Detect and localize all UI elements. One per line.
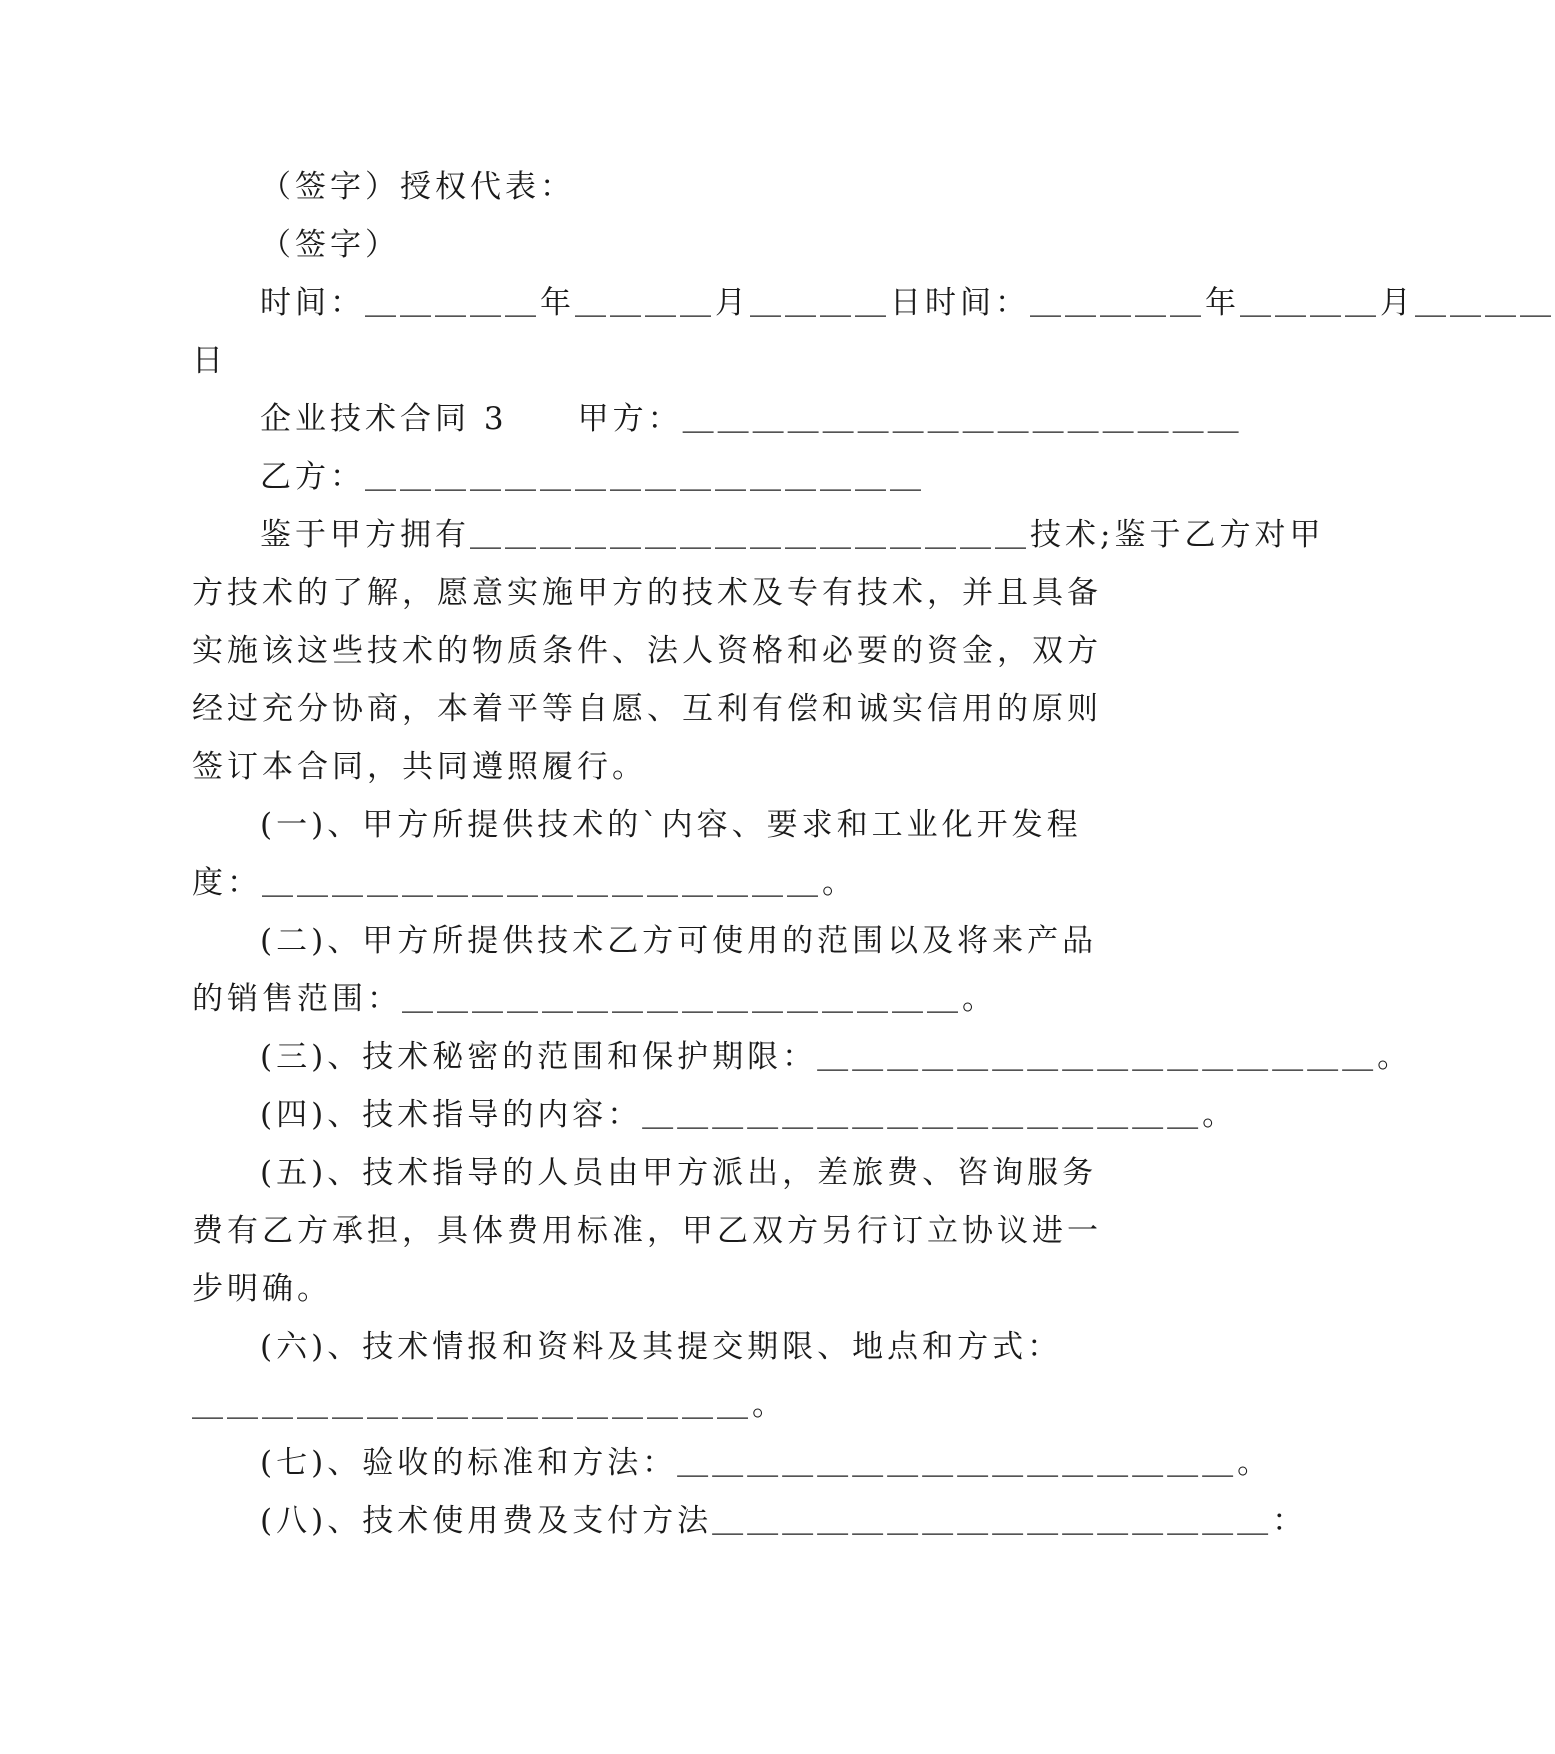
clause-5-line-3: 步明确。 xyxy=(192,1271,332,1307)
clause-4: (四)、技术指导的内容：＿＿＿＿＿＿＿＿＿＿＿＿＿＿＿＿。 xyxy=(260,1097,1238,1133)
clause-1-line-2: 度：＿＿＿＿＿＿＿＿＿＿＿＿＿＿＿＿。 xyxy=(192,865,857,901)
clause-7: (七)、验收的标准和方法：＿＿＿＿＿＿＿＿＿＿＿＿＿＿＿＿。 xyxy=(260,1445,1273,1481)
signature-line: （签字） xyxy=(260,227,400,263)
preamble-line-3: 实施该这些技术的物质条件、法人资格和必要的资金，双方 xyxy=(192,633,1102,669)
clause-5-line-2: 费有乙方承担，具体费用标准，甲乙双方另行订立协议进一 xyxy=(192,1213,1102,1249)
document-body xyxy=(192,158,1555,1550)
clause-6-line-1: (六)、技术情报和资料及其提交期限、地点和方式： xyxy=(260,1329,1063,1365)
preamble-line-2: 方技术的了解，愿意实施甲方的技术及专有技术，并且具备 xyxy=(192,575,1102,611)
party-b-line: 乙方：＿＿＿＿＿＿＿＿＿＿＿＿＿＿＿＿ xyxy=(260,459,925,495)
clause-8: (八)、技术使用费及支付方法＿＿＿＿＿＿＿＿＿＿＿＿＿＿＿＿： xyxy=(260,1503,1308,1539)
clause-3: (三)、技术秘密的范围和保护期限：＿＿＿＿＿＿＿＿＿＿＿＿＿＿＿＿。 xyxy=(260,1039,1413,1075)
clause-2-line-2: 的销售范围：＿＿＿＿＿＿＿＿＿＿＿＿＿＿＿＿。 xyxy=(192,981,997,1017)
date-line: 时间：＿＿＿＿＿年＿＿＿＿月＿＿＿＿日时间：＿＿＿＿＿年＿＿＿＿月＿＿＿＿ xyxy=(260,285,1555,321)
clause-5-line-1: (五)、技术指导的人员由甲方派出，差旅费、咨询服务 xyxy=(260,1155,1098,1191)
preamble-line-4: 经过充分协商，本着平等自愿、互利有偿和诚实信用的原则 xyxy=(192,691,1102,727)
contract-title-party-a: 企业技术合同 3 甲方：＿＿＿＿＿＿＿＿＿＿＿＿＿＿＿＿ xyxy=(260,401,1243,437)
preamble-line-1: 鉴于甲方拥有＿＿＿＿＿＿＿＿＿＿＿＿＿＿＿＿技术;鉴于乙方对甲 xyxy=(260,517,1325,553)
clause-2-line-1: (二)、甲方所提供技术乙方可使用的范围以及将来产品 xyxy=(260,923,1098,959)
signature-authorized-rep-line: （签字）授权代表： xyxy=(260,169,575,205)
preamble-line-5: 签订本合同，共同遵照履行。 xyxy=(192,749,647,785)
clause-1-line-1: (一)、甲方所提供技术的`内容、要求和工业化开发程 xyxy=(260,807,1082,843)
clause-6-line-2: ＿＿＿＿＿＿＿＿＿＿＿＿＿＿＿＿。 xyxy=(192,1387,787,1423)
date-line-continued: 日 xyxy=(192,343,227,379)
